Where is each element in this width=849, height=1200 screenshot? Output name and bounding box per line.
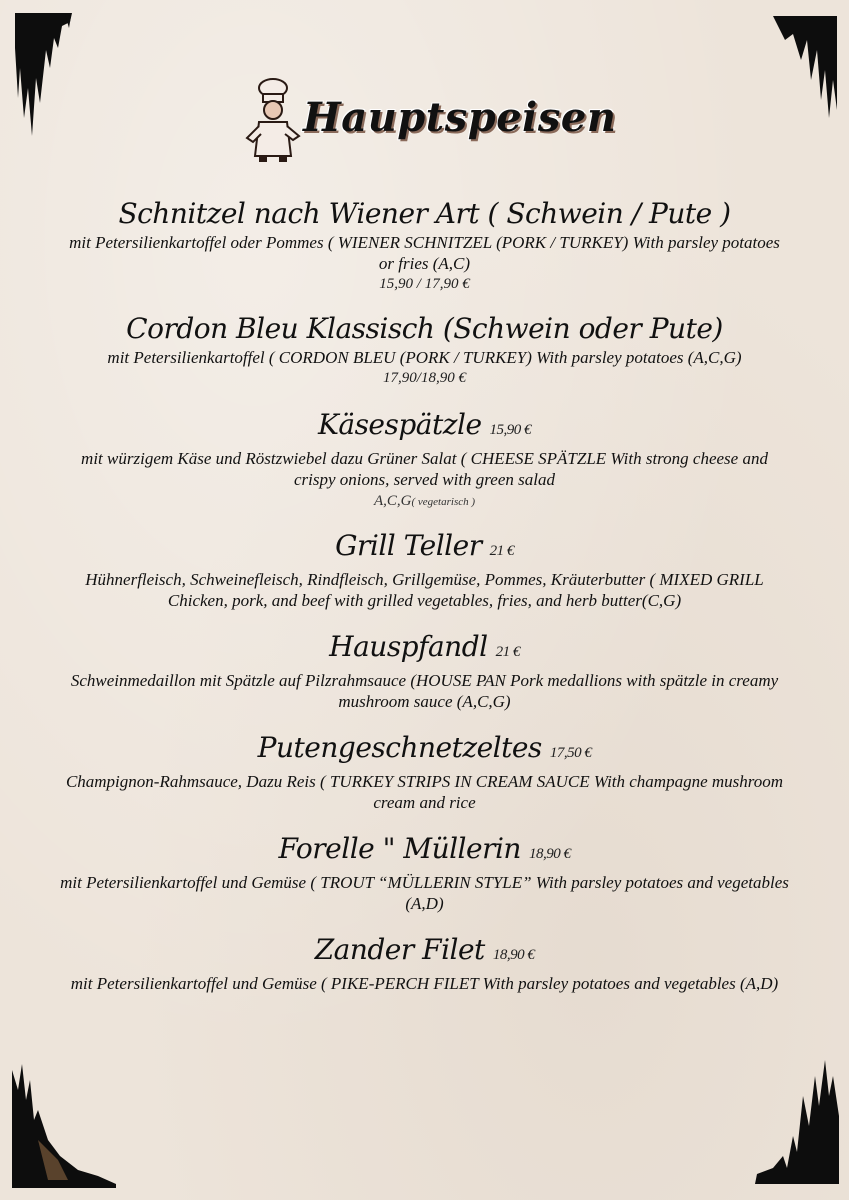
menu-item-putengeschnetzeltes: [0, 730, 849, 813]
item-description: mit Petersilienkartoffel und Gemüse ( PIKE-PERCH FILET With parsley potatoes and vegetables (A,D): [70, 974, 779, 993]
item-price: 15,90 / 17,90 €: [379, 276, 470, 292]
item-price: 18,90 €: [528, 846, 571, 862]
item-name: Schnitzel nach Wiener Art ( Schwein / Pute ): [118, 197, 731, 230]
corner-ornament-top-left: [10, 8, 80, 138]
item-description: mit Petersilienkartoffel und Gemüse ( TROUT “MÜLLERIN STYLE” With parsley potatoes and vegetables (A,D): [60, 873, 789, 913]
item-description: Schweinmedaillon mit Spätzle auf Pilzrahmsauce (HOUSE PAN Pork medallions with spätzle in creamy mushroom sauce (A,C,G): [70, 671, 779, 711]
item-name: Forelle " Müllerin 18,90 €: [278, 832, 571, 865]
item-name: Käsespätzle 15,90 €: [317, 408, 532, 441]
item-name: Zander Filet 18,90 €: [314, 933, 535, 966]
item-name: Putengeschnetzeltes 17,50 €: [257, 731, 592, 764]
item-description: mit Petersilienkartoffel ( CORDON BLEU (PORK / TURKEY) With parsley potatoes (A,C,G): [107, 348, 742, 367]
menu-item-hauspfandl: [0, 629, 849, 712]
menu-title: Hauptspeisen: [303, 94, 617, 141]
menu-item-forelle: [0, 831, 849, 914]
corner-ornament-bottom-left: [8, 1060, 118, 1190]
vegetarian-note: ( vegetarisch ): [411, 496, 476, 508]
item-description: mit Petersilienkartoffel oder Pommes ( WIENER SCHNITZEL (PORK / TURKEY) With parsley potatoes or fries (A,C): [69, 233, 780, 273]
item-description: mit würzigem Käse und Röstzwiebel dazu Grüner Salat ( CHEESE SPÄTZLE With strong cheese and crispy onions, served with green salad: [81, 449, 768, 489]
item-description: Hühnerfleisch, Schweinefleisch, Rindfleisch, Grillgemüse, Pommes, Kräuterbutter ( MIXED GRILL Chicken, pork, and beef with grilled vegetables, fries, and herb butter(C,G): [85, 570, 764, 610]
item-price: 15,90 €: [489, 422, 532, 438]
chef-icon: [245, 78, 303, 164]
item-price: 18,90 €: [492, 947, 535, 963]
menu-item-kaesespaetzle: [0, 407, 849, 510]
item-name: Cordon Bleu Klassisch (Schwein oder Pute): [126, 312, 723, 345]
menu-header: [245, 78, 617, 170]
item-name: Grill Teller 21 €: [335, 529, 514, 562]
corner-ornament-top-right: [771, 10, 841, 120]
menu-list: [0, 190, 849, 994]
item-price: 21 €: [495, 644, 520, 660]
menu-item-zander-filet: [0, 932, 849, 994]
menu-item-schnitzel: [0, 196, 849, 295]
menu-item-grill-teller: [0, 528, 849, 611]
item-price: 17,90/18,90 €: [383, 370, 466, 386]
corner-ornament-bottom-right: [753, 1056, 843, 1186]
item-name: Hauspfandl 21 €: [329, 630, 520, 663]
menu-item-cordon-bleu: [0, 311, 849, 389]
item-price: 17,50 €: [549, 745, 592, 761]
item-price: 21 €: [489, 543, 514, 559]
item-allergens: A,C,G( vegetarisch ): [373, 493, 476, 509]
item-description: Champignon-Rahmsauce, Dazu Reis ( TURKEY STRIPS IN CREAM SAUCE With champagne mushroom cream and rice: [65, 772, 784, 812]
